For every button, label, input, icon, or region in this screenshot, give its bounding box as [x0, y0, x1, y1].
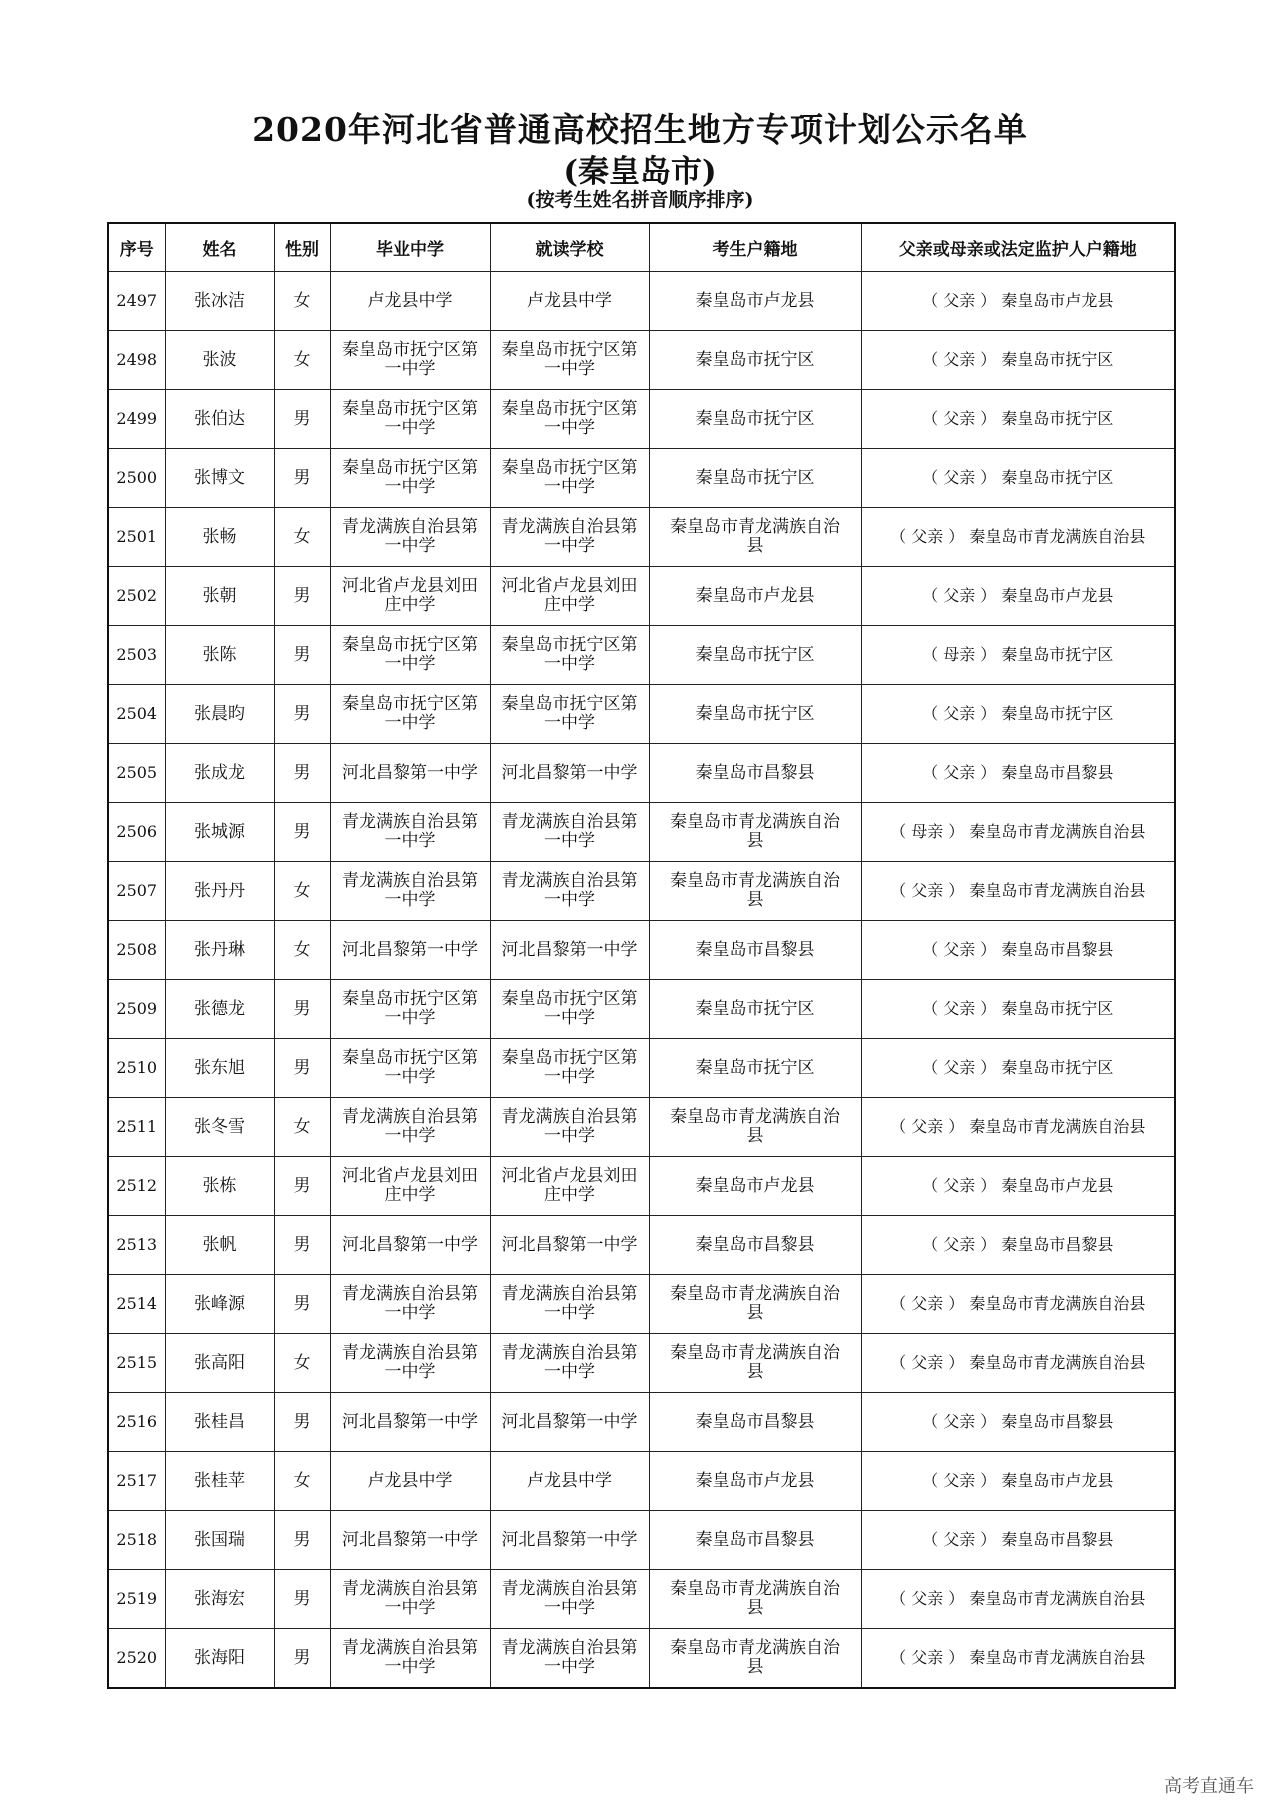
table-row [108, 685, 1175, 744]
cell-grad-school-text: 青龙满族自治县第一中学 [342, 1284, 478, 1323]
cell-grad-school [330, 390, 490, 449]
cell-guardian-hukou: （ 父亲 ） 秦皇岛市昌黎县 [861, 921, 1175, 980]
cell-seq: 2500 [108, 449, 165, 508]
cell-seq: 2503 [108, 626, 165, 685]
cell-seq: 2505 [108, 744, 165, 803]
cell-grad-school-text: 秦皇岛市抚宁区第一中学 [342, 399, 478, 438]
cell-name: 张伯达 [165, 390, 274, 449]
table-row [108, 921, 1175, 980]
cell-student-hukou [649, 508, 861, 567]
cell-guardian-hukou: （ 父亲 ） 秦皇岛市抚宁区 [861, 390, 1175, 449]
cell-gender: 男 [274, 803, 330, 862]
cell-current-school [490, 685, 649, 744]
table-row [108, 1039, 1175, 1098]
table-row [108, 449, 1175, 508]
cell-seq: 2497 [108, 272, 165, 331]
cell-seq: 2516 [108, 1393, 165, 1452]
cell-grad-school [330, 1511, 490, 1570]
cell-gender: 男 [274, 1216, 330, 1275]
cell-name: 张朝 [165, 567, 274, 626]
document-subtitle-city: (秦皇岛市) [563, 154, 717, 190]
cell-student-hukou-text: 秦皇岛市抚宁区 [695, 1058, 815, 1078]
cell-grad-school-text: 秦皇岛市抚宁区第一中学 [342, 340, 478, 379]
cell-current-school-text: 秦皇岛市抚宁区第一中学 [501, 694, 638, 733]
cell-seq: 2507 [108, 862, 165, 921]
cell-student-hukou-text: 秦皇岛市卢龙县 [695, 1176, 815, 1196]
cell-name: 张海宏 [165, 1570, 274, 1629]
cell-name: 张国瑞 [165, 1511, 274, 1570]
cell-name: 张德龙 [165, 980, 274, 1039]
cell-guardian-hukou: （ 父亲 ） 秦皇岛市卢龙县 [861, 1452, 1175, 1511]
cell-name: 张冰洁 [165, 272, 274, 331]
cell-grad-school-text: 青龙满族自治县第一中学 [342, 1107, 478, 1146]
cell-current-school [490, 744, 649, 803]
cell-guardian-hukou: （ 父亲 ） 秦皇岛市青龙满族自治县 [861, 1275, 1175, 1334]
cell-gender: 男 [274, 685, 330, 744]
cell-name: 张丹琳 [165, 921, 274, 980]
cell-student-hukou [649, 1157, 861, 1216]
cell-current-school [490, 1039, 649, 1098]
cell-student-hukou [649, 1393, 861, 1452]
cell-grad-school-text: 河北昌黎第一中学 [342, 1412, 478, 1432]
cell-student-hukou-text: 秦皇岛市昌黎县 [695, 1530, 815, 1550]
cell-gender: 女 [274, 921, 330, 980]
cell-grad-school-text: 卢龙县中学 [367, 291, 453, 311]
cell-current-school [490, 803, 649, 862]
cell-student-hukou-text: 秦皇岛市抚宁区 [695, 350, 815, 370]
cell-seq: 2504 [108, 685, 165, 744]
table-row [108, 567, 1175, 626]
cell-student-hukou-text: 秦皇岛市青龙满族自治县 [670, 1638, 840, 1677]
cell-gender: 男 [274, 1511, 330, 1570]
cell-name: 张丹丹 [165, 862, 274, 921]
cell-grad-school-text: 青龙满族自治县第一中学 [342, 812, 478, 851]
cell-current-school-text: 河北省卢龙县刘田庄中学 [501, 576, 638, 615]
table-row [108, 1216, 1175, 1275]
cell-name: 张成龙 [165, 744, 274, 803]
cell-student-hukou [649, 803, 861, 862]
cell-student-hukou-text: 秦皇岛市昌黎县 [695, 940, 815, 960]
cell-student-hukou [649, 1275, 861, 1334]
cell-student-hukou-text: 秦皇岛市抚宁区 [695, 409, 815, 429]
cell-student-hukou-text: 秦皇岛市青龙满族自治县 [670, 1343, 840, 1382]
table-row [108, 390, 1175, 449]
cell-grad-school [330, 980, 490, 1039]
cell-name: 张陈 [165, 626, 274, 685]
cell-seq: 2511 [108, 1098, 165, 1157]
table-row [108, 744, 1175, 803]
cell-student-hukou [649, 862, 861, 921]
document-title: 2020年河北省普通高校招生地方专项计划公示名单 [252, 110, 1028, 149]
cell-grad-school [330, 1275, 490, 1334]
document-subtitle-sort-note: (按考生姓名拼音顺序排序) [526, 189, 754, 211]
cell-current-school [490, 449, 649, 508]
cell-gender: 男 [274, 744, 330, 803]
cell-student-hukou-text: 秦皇岛市青龙满族自治县 [670, 1107, 840, 1146]
header-grad-school: 毕业中学 [330, 223, 490, 272]
cell-grad-school [330, 1098, 490, 1157]
cell-student-hukou [649, 685, 861, 744]
cell-current-school [490, 1511, 649, 1570]
header-student-hukou: 考生户籍地 [649, 223, 861, 272]
cell-student-hukou [649, 980, 861, 1039]
header-name: 姓名 [165, 223, 274, 272]
cell-seq: 2509 [108, 980, 165, 1039]
table-row [108, 1098, 1175, 1157]
cell-current-school-text: 卢龙县中学 [527, 291, 612, 311]
cell-gender: 男 [274, 980, 330, 1039]
cell-seq: 2506 [108, 803, 165, 862]
table-header-row [108, 223, 1175, 272]
cell-gender: 女 [274, 508, 330, 567]
cell-current-school [490, 1275, 649, 1334]
table-body [108, 272, 1175, 1689]
cell-guardian-hukou: （ 父亲 ） 秦皇岛市青龙满族自治县 [861, 508, 1175, 567]
cell-name: 张冬雪 [165, 1098, 274, 1157]
cell-name: 张桂苹 [165, 1452, 274, 1511]
cell-current-school-text: 河北昌黎第一中学 [501, 1235, 638, 1255]
cell-seq: 2515 [108, 1334, 165, 1393]
cell-current-school-text: 青龙满族自治县第一中学 [501, 1107, 638, 1146]
cell-current-school-text: 青龙满族自治县第一中学 [501, 517, 638, 556]
cell-current-school [490, 626, 649, 685]
cell-current-school [490, 1629, 649, 1689]
table-row [108, 980, 1175, 1039]
cell-gender: 女 [274, 1098, 330, 1157]
cell-current-school [490, 1157, 649, 1216]
cell-grad-school [330, 862, 490, 921]
cell-grad-school-text: 青龙满族自治县第一中学 [342, 1579, 478, 1618]
cell-student-hukou-text: 秦皇岛市抚宁区 [695, 704, 815, 724]
cell-current-school [490, 862, 649, 921]
cell-student-hukou [649, 449, 861, 508]
cell-grad-school-text: 河北省卢龙县刘田庄中学 [342, 576, 478, 615]
cell-guardian-hukou: （ 母亲 ） 秦皇岛市抚宁区 [861, 626, 1175, 685]
header-guardian-hukou: 父亲或母亲或法定监护人户籍地 [861, 223, 1175, 272]
cell-grad-school-text: 秦皇岛市抚宁区第一中学 [342, 694, 478, 733]
cell-current-school-text: 秦皇岛市抚宁区第一中学 [501, 458, 638, 497]
cell-student-hukou-text: 秦皇岛市昌黎县 [695, 1235, 815, 1255]
cell-gender: 男 [274, 1157, 330, 1216]
cell-grad-school-text: 卢龙县中学 [367, 1471, 453, 1491]
cell-grad-school-text: 河北昌黎第一中学 [342, 940, 478, 960]
cell-seq: 2514 [108, 1275, 165, 1334]
cell-current-school-text: 秦皇岛市抚宁区第一中学 [501, 340, 638, 379]
table-row [108, 1629, 1175, 1689]
cell-name: 张东旭 [165, 1039, 274, 1098]
cell-student-hukou [649, 921, 861, 980]
header-seq: 序号 [108, 223, 165, 272]
cell-seq: 2517 [108, 1452, 165, 1511]
cell-gender: 女 [274, 862, 330, 921]
cell-student-hukou [649, 1039, 861, 1098]
cell-seq: 2520 [108, 1629, 165, 1689]
cell-current-school-text: 秦皇岛市抚宁区第一中学 [501, 989, 638, 1028]
cell-gender: 女 [274, 331, 330, 390]
cell-grad-school [330, 1570, 490, 1629]
cell-gender: 男 [274, 1570, 330, 1629]
cell-gender: 男 [274, 567, 330, 626]
cell-guardian-hukou: （ 父亲 ） 秦皇岛市青龙满族自治县 [861, 1098, 1175, 1157]
table-row [108, 803, 1175, 862]
cell-grad-school-text: 河北昌黎第一中学 [342, 1235, 478, 1255]
cell-student-hukou [649, 272, 861, 331]
cell-student-hukou [649, 1511, 861, 1570]
cell-current-school-text: 河北昌黎第一中学 [501, 763, 638, 783]
cell-name: 张波 [165, 331, 274, 390]
cell-guardian-hukou: （ 父亲 ） 秦皇岛市卢龙县 [861, 567, 1175, 626]
cell-gender: 男 [274, 449, 330, 508]
cell-current-school [490, 1334, 649, 1393]
cell-student-hukou-text: 秦皇岛市卢龙县 [695, 1471, 815, 1491]
cell-gender: 女 [274, 1452, 330, 1511]
cell-gender: 男 [274, 1629, 330, 1689]
cell-student-hukou-text: 秦皇岛市卢龙县 [695, 586, 815, 606]
cell-gender: 女 [274, 272, 330, 331]
cell-current-school [490, 1393, 649, 1452]
cell-student-hukou-text: 秦皇岛市青龙满族自治县 [670, 871, 840, 910]
cell-student-hukou [649, 626, 861, 685]
cell-student-hukou [649, 1334, 861, 1393]
cell-current-school [490, 1098, 649, 1157]
cell-current-school-text: 河北昌黎第一中学 [501, 940, 638, 960]
cell-grad-school [330, 685, 490, 744]
cell-name: 张博文 [165, 449, 274, 508]
cell-grad-school [330, 744, 490, 803]
cell-current-school [490, 390, 649, 449]
cell-student-hukou [649, 1452, 861, 1511]
cell-current-school-text: 青龙满族自治县第一中学 [501, 1638, 638, 1677]
cell-grad-school-text: 河北昌黎第一中学 [342, 1530, 478, 1550]
cell-current-school-text: 青龙满族自治县第一中学 [501, 1284, 638, 1323]
cell-grad-school-text: 青龙满族自治县第一中学 [342, 1343, 478, 1382]
cell-guardian-hukou: （ 父亲 ） 秦皇岛市昌黎县 [861, 744, 1175, 803]
cell-current-school-text: 青龙满族自治县第一中学 [501, 871, 638, 910]
cell-student-hukou-text: 秦皇岛市卢龙县 [695, 291, 815, 311]
cell-grad-school [330, 449, 490, 508]
cell-student-hukou [649, 1629, 861, 1689]
cell-guardian-hukou: （ 母亲 ） 秦皇岛市青龙满族自治县 [861, 803, 1175, 862]
cell-guardian-hukou: （ 父亲 ） 秦皇岛市抚宁区 [861, 331, 1175, 390]
cell-grad-school-text: 秦皇岛市抚宁区第一中学 [342, 1048, 478, 1087]
table-row [108, 626, 1175, 685]
cell-grad-school [330, 331, 490, 390]
cell-current-school-text: 秦皇岛市抚宁区第一中学 [501, 399, 638, 438]
cell-seq: 2512 [108, 1157, 165, 1216]
cell-guardian-hukou: （ 父亲 ） 秦皇岛市卢龙县 [861, 1157, 1175, 1216]
cell-grad-school [330, 567, 490, 626]
cell-guardian-hukou: （ 父亲 ） 秦皇岛市抚宁区 [861, 1039, 1175, 1098]
cell-grad-school-text: 青龙满族自治县第一中学 [342, 871, 478, 910]
cell-current-school-text: 河北昌黎第一中学 [501, 1412, 638, 1432]
cell-gender: 男 [274, 1275, 330, 1334]
cell-current-school [490, 1570, 649, 1629]
cell-current-school-text: 河北省卢龙县刘田庄中学 [501, 1166, 638, 1205]
cell-student-hukou-text: 秦皇岛市青龙满族自治县 [670, 812, 840, 851]
cell-grad-school [330, 921, 490, 980]
cell-student-hukou-text: 秦皇岛市青龙满族自治县 [670, 1579, 840, 1618]
cell-grad-school [330, 508, 490, 567]
cell-current-school-text: 青龙满族自治县第一中学 [501, 1579, 638, 1618]
cell-name: 张峰源 [165, 1275, 274, 1334]
cell-current-school [490, 1452, 649, 1511]
cell-seq: 2498 [108, 331, 165, 390]
cell-name: 张栋 [165, 1157, 274, 1216]
table-row [108, 1511, 1175, 1570]
cell-guardian-hukou: （ 父亲 ） 秦皇岛市青龙满族自治县 [861, 1334, 1175, 1393]
cell-grad-school-text: 秦皇岛市抚宁区第一中学 [342, 458, 478, 497]
cell-seq: 2519 [108, 1570, 165, 1629]
cell-guardian-hukou: （ 父亲 ） 秦皇岛市抚宁区 [861, 449, 1175, 508]
cell-student-hukou-text: 秦皇岛市抚宁区 [695, 999, 815, 1019]
cell-seq: 2508 [108, 921, 165, 980]
table-row [108, 1275, 1175, 1334]
cell-grad-school-text: 青龙满族自治县第一中学 [342, 517, 478, 556]
cell-student-hukou [649, 390, 861, 449]
cell-guardian-hukou: （ 父亲 ） 秦皇岛市抚宁区 [861, 980, 1175, 1039]
cell-grad-school [330, 803, 490, 862]
cell-grad-school [330, 1334, 490, 1393]
cell-grad-school-text: 秦皇岛市抚宁区第一中学 [342, 989, 478, 1028]
cell-grad-school-text: 秦皇岛市抚宁区第一中学 [342, 635, 478, 674]
table-row [108, 1334, 1175, 1393]
cell-current-school-text: 青龙满族自治县第一中学 [501, 812, 638, 851]
cell-student-hukou-text: 秦皇岛市青龙满族自治县 [670, 517, 840, 556]
cell-name: 张海阳 [165, 1629, 274, 1689]
cell-current-school [490, 331, 649, 390]
table-row [108, 862, 1175, 921]
cell-current-school-text: 卢龙县中学 [527, 1471, 612, 1491]
cell-grad-school [330, 1157, 490, 1216]
cell-grad-school [330, 1216, 490, 1275]
table-row [108, 272, 1175, 331]
cell-gender: 男 [274, 1393, 330, 1452]
cell-guardian-hukou: （ 父亲 ） 秦皇岛市昌黎县 [861, 1216, 1175, 1275]
cell-name: 张畅 [165, 508, 274, 567]
cell-student-hukou [649, 1570, 861, 1629]
cell-current-school-text: 河北昌黎第一中学 [501, 1530, 638, 1550]
cell-seq: 2518 [108, 1511, 165, 1570]
cell-grad-school-text: 青龙满族自治县第一中学 [342, 1638, 478, 1677]
cell-current-school [490, 921, 649, 980]
cell-current-school-text: 秦皇岛市抚宁区第一中学 [501, 635, 638, 674]
cell-current-school-text: 青龙满族自治县第一中学 [501, 1343, 638, 1382]
cell-seq: 2499 [108, 390, 165, 449]
table-row [108, 1393, 1175, 1452]
cell-gender: 男 [274, 390, 330, 449]
cell-student-hukou [649, 331, 861, 390]
watermark: 高考直通车 [1164, 1776, 1254, 1797]
cell-name: 张桂昌 [165, 1393, 274, 1452]
cell-guardian-hukou: （ 父亲 ） 秦皇岛市抚宁区 [861, 685, 1175, 744]
header-gender: 性别 [274, 223, 330, 272]
table-row [108, 1157, 1175, 1216]
cell-student-hukou [649, 744, 861, 803]
cell-guardian-hukou: （ 父亲 ） 秦皇岛市青龙满族自治县 [861, 862, 1175, 921]
cell-grad-school-text: 河北省卢龙县刘田庄中学 [342, 1166, 478, 1205]
cell-student-hukou-text: 秦皇岛市抚宁区 [695, 645, 815, 665]
cell-current-school [490, 508, 649, 567]
roster-table [107, 222, 1176, 1689]
table-row [108, 508, 1175, 567]
cell-student-hukou [649, 567, 861, 626]
cell-guardian-hukou: （ 父亲 ） 秦皇岛市昌黎县 [861, 1393, 1175, 1452]
table-row [108, 331, 1175, 390]
cell-student-hukou-text: 秦皇岛市青龙满族自治县 [670, 1284, 840, 1323]
cell-current-school [490, 1216, 649, 1275]
cell-student-hukou-text: 秦皇岛市昌黎县 [695, 763, 815, 783]
cell-grad-school [330, 1629, 490, 1689]
cell-grad-school [330, 1039, 490, 1098]
table-row [108, 1452, 1175, 1511]
cell-grad-school [330, 1393, 490, 1452]
cell-guardian-hukou: （ 父亲 ） 秦皇岛市青龙满族自治县 [861, 1570, 1175, 1629]
cell-student-hukou [649, 1216, 861, 1275]
header-current-school: 就读学校 [490, 223, 649, 272]
cell-current-school [490, 567, 649, 626]
cell-seq: 2510 [108, 1039, 165, 1098]
cell-guardian-hukou: （ 父亲 ） 秦皇岛市昌黎县 [861, 1511, 1175, 1570]
cell-student-hukou-text: 秦皇岛市抚宁区 [695, 468, 815, 488]
cell-current-school [490, 980, 649, 1039]
cell-seq: 2502 [108, 567, 165, 626]
cell-guardian-hukou: （ 父亲 ） 秦皇岛市青龙满族自治县 [861, 1629, 1175, 1689]
cell-gender: 女 [274, 1334, 330, 1393]
cell-grad-school [330, 272, 490, 331]
cell-name: 张帆 [165, 1216, 274, 1275]
cell-student-hukou [649, 1098, 861, 1157]
cell-name: 张高阳 [165, 1334, 274, 1393]
cell-grad-school-text: 河北昌黎第一中学 [342, 763, 478, 783]
cell-current-school [490, 272, 649, 331]
cell-grad-school [330, 1452, 490, 1511]
cell-seq: 2501 [108, 508, 165, 567]
table-row [108, 1570, 1175, 1629]
cell-guardian-hukou: （ 父亲 ） 秦皇岛市卢龙县 [861, 272, 1175, 331]
cell-name: 张城源 [165, 803, 274, 862]
cell-gender: 男 [274, 1039, 330, 1098]
cell-student-hukou-text: 秦皇岛市昌黎县 [695, 1412, 815, 1432]
cell-grad-school [330, 626, 490, 685]
cell-seq: 2513 [108, 1216, 165, 1275]
cell-name: 张晨昀 [165, 685, 274, 744]
cell-gender: 男 [274, 626, 330, 685]
cell-current-school-text: 秦皇岛市抚宁区第一中学 [501, 1048, 638, 1087]
